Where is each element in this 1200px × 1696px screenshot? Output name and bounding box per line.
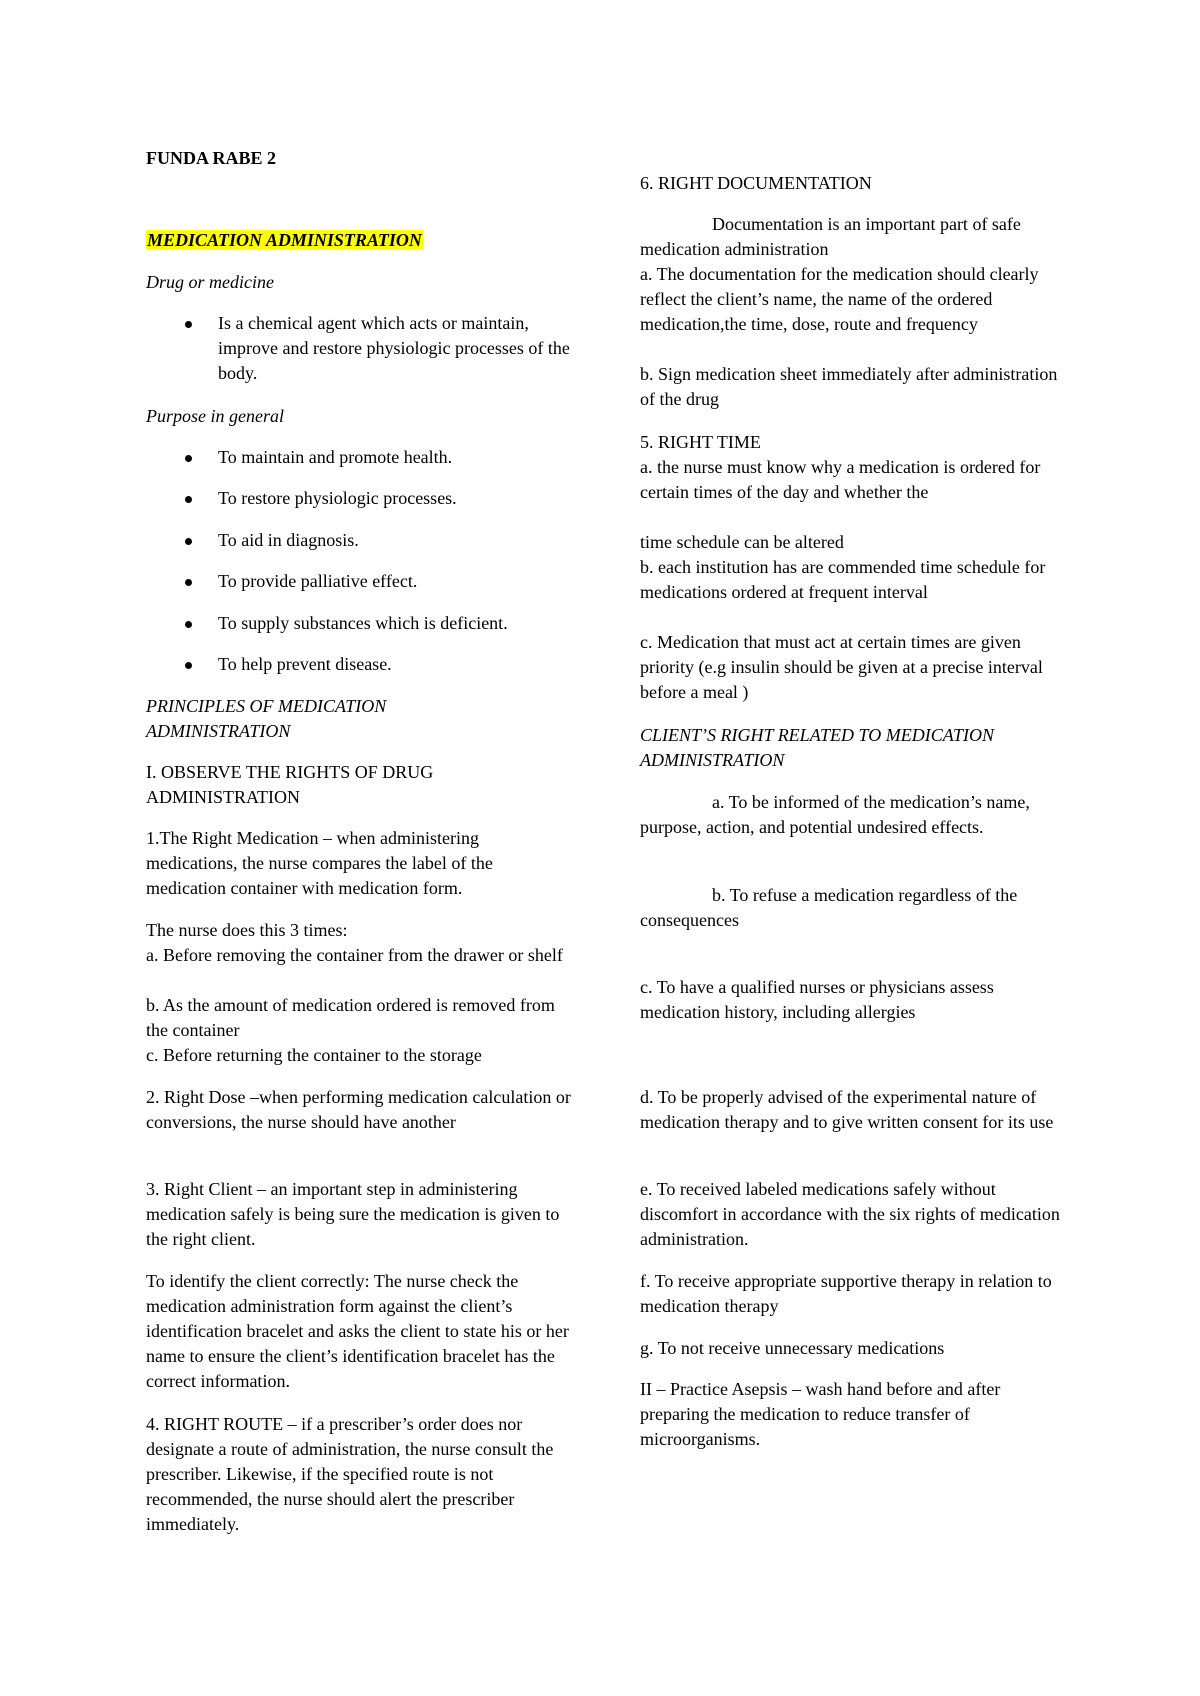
right-medication-paragraph: 1.The Right Medication – when administering medications, the nurse compares the label of the medication container with medication form.	[146, 828, 493, 898]
client-right-b: b. To refuse a medication regardless of the consequences	[640, 885, 1018, 930]
purpose-item	[182, 611, 574, 636]
client-right-g: g. To not receive unnecessary medications	[640, 1338, 945, 1358]
bullet-dot-icon	[185, 321, 192, 328]
right-dose-paragraph: 2. Right Dose –when performing medication calculation or conversions, the nurse should have another	[146, 1087, 571, 1132]
right-time-title: 5. RIGHT TIME	[640, 432, 761, 452]
drug-definition-text: Is a chemical agent which acts or maintain, improve and restore physiologic processes of the body.	[218, 313, 570, 383]
bullet-dot-icon	[185, 579, 192, 586]
purpose-label: Purpose in general	[146, 406, 284, 426]
client-right-d: d. To be properly advised of the experimental nature of medication therapy and to give written consent for its use	[640, 1087, 1054, 1132]
observe-rights-title: I. OBSERVE THE RIGHTS OF DRUG ADMINISTRATION	[146, 762, 434, 807]
right-time-b: b. each institution has are commended time schedule for medications ordered at frequent interval	[640, 557, 1046, 602]
three-times-a: a. Before removing the container from the drawer or shelf	[146, 945, 563, 965]
bullet-dot-icon	[185, 662, 192, 669]
purpose-item	[182, 652, 574, 677]
documentation-title: 6. RIGHT DOCUMENTATION	[640, 173, 872, 193]
drug-definition-bullet	[182, 311, 574, 386]
three-times-b: b. As the amount of medication ordered is removed from the container	[146, 995, 555, 1040]
purpose-item-text: To aid in diagnosis.	[218, 530, 359, 550]
purpose-item-text: To help prevent disease.	[218, 654, 392, 674]
purpose-item	[182, 528, 574, 553]
purpose-item-text: To maintain and promote health.	[218, 447, 453, 467]
purpose-item-text: To restore physiologic processes.	[218, 488, 457, 508]
principles-title: PRINCIPLES OF MEDICATION ADMINISTRATION	[146, 696, 387, 741]
client-right-e: e. To received labeled medications safely without discomfort in accordance with the six rights of medication administration.	[640, 1179, 1060, 1249]
right-time-a-part2: time schedule can be altered	[640, 532, 844, 552]
right-route-paragraph: 4. RIGHT ROUTE – if a prescriber’s order does nor designate a route of administration, the nurse consult the prescriber. Likewise, if the specified route is not recommended, the nurse should alert the prescriber immediately.	[146, 1414, 554, 1534]
purpose-item-text: To provide palliative effect.	[218, 571, 418, 591]
client-right-c: c. To have a qualified nurses or physicians assess medication history, including allergies	[640, 977, 994, 1022]
document-heading: FUNDA RABE 2	[146, 148, 277, 168]
right-time-c: c. Medication that must act at certain times are given priority (e.g insulin should be given at a precise interval before a meal )	[640, 632, 1043, 702]
bullet-dot-icon	[185, 455, 192, 462]
bullet-dot-icon	[185, 496, 192, 503]
purpose-item	[182, 486, 574, 511]
client-rights-title: CLIENT’S RIGHT RELATED TO MEDICATION ADMINISTRATION	[640, 725, 995, 770]
section-title-highlighted: MEDICATION ADMINISTRATION	[147, 230, 422, 250]
documentation-b: b. Sign medication sheet immediately after administration of the drug	[640, 364, 1058, 409]
right-time-a-part1: a. the nurse must know why a medication is ordered for certain times of the day and whether the	[640, 457, 1041, 502]
asepsis-paragraph: II – Practice Asepsis – wash hand before and after preparing the medication to reduce transfer of microorganisms.	[640, 1379, 1001, 1449]
section-title-wrap	[146, 228, 574, 253]
client-right-f: f. To receive appropriate supportive therapy in relation to medication therapy	[640, 1271, 1052, 1316]
purpose-item	[182, 445, 574, 470]
three-times-intro: The nurse does this 3 times:	[146, 920, 348, 940]
bullet-dot-icon	[185, 538, 192, 545]
purpose-item-text: To supply substances which is deficient.	[218, 613, 508, 633]
bullet-dot-icon	[185, 621, 192, 628]
identify-client-paragraph: To identify the client correctly: The nurse check the medication administration form against the client’s identification bracelet and asks the client to state his or her name to ensure the client’s identification bracelet has the correct information.	[146, 1271, 569, 1391]
three-times-c: c. Before returning the container to the storage	[146, 1045, 482, 1065]
client-right-a: a. To be informed of the medication’s name, purpose, action, and potential undesired effects.	[640, 792, 1030, 837]
purpose-item	[182, 569, 574, 594]
right-client-paragraph: 3. Right Client – an important step in administering medication safely is being sure the medication is given to the right client.	[146, 1179, 560, 1249]
drug-label: Drug or medicine	[146, 272, 274, 292]
documentation-a: a. The documentation for the medication should clearly reflect the client’s name, the name of the ordered medication,the time, dose, route and frequency	[640, 264, 1039, 334]
documentation-intro: Documentation is an important part of safe medication administration	[640, 214, 1021, 259]
